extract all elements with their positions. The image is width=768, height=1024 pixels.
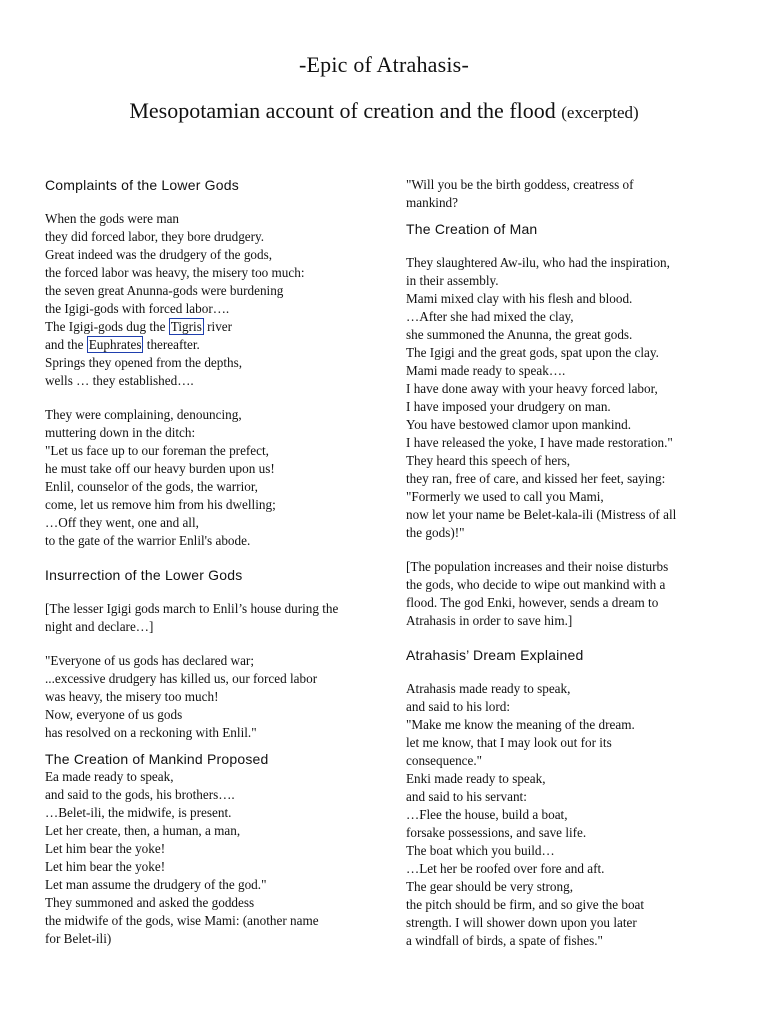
- verse-line: Great indeed was the drudgery of the gods,: [45, 247, 273, 262]
- verse-line: she summoned the Anunna, the great gods.: [406, 327, 633, 342]
- insurrection-stanza: [45, 652, 367, 742]
- verse-line: …After she had mixed the clay,: [406, 309, 574, 324]
- verse-line: flood. The god Enki, however, sends a dream to: [406, 595, 659, 610]
- verse-line-tigris: [45, 318, 367, 336]
- verse-line: Let her create, then, a human, a man,: [45, 823, 241, 838]
- verse-line: Let him bear the yoke!: [45, 841, 166, 856]
- verse-line: …Flee the house, build a boat,: [406, 807, 568, 822]
- verse-line: a windfall of birds, a spate of fishes.": [406, 933, 603, 948]
- verse-line: The Igigi and the great gods, spat upon the clay.: [406, 345, 659, 360]
- verse-line: the midwife of the gods, wise Mami: (another name: [45, 913, 319, 928]
- verse-line: …Let her be roofed over fore and aft.: [406, 861, 605, 876]
- verse-line: he must take off our heavy burden upon us!: [45, 461, 275, 476]
- verse-line: Ea made ready to speak,: [45, 769, 174, 784]
- verse-line: has resolved on a reckoning with Enlil.": [45, 725, 257, 740]
- verse-line: Now, everyone of us gods: [45, 707, 183, 722]
- subtitle-main: Mesopotamian account of creation and the flood: [129, 98, 556, 123]
- verse-line: …Off they went, one and all,: [45, 515, 199, 530]
- verse-line: the Igigi-gods with forced labor….: [45, 301, 230, 316]
- verse-line: and said to the gods, his brothers….: [45, 787, 235, 802]
- verse-line: Let him bear the yoke!: [45, 859, 166, 874]
- verse-line: "Everyone of us gods has declared war;: [45, 653, 254, 668]
- verse-line: mankind?: [406, 195, 459, 210]
- verse-line: "Make me know the meaning of the dream.: [406, 717, 635, 732]
- verse-line: They slaughtered Aw-ilu, who had the inspiration,: [406, 255, 670, 270]
- verse-fragment: thereafter.: [143, 337, 200, 352]
- verse-line: consequence.": [406, 753, 483, 768]
- verse-line: Mami mixed clay with his flesh and blood.: [406, 291, 633, 306]
- heading-creation-proposed: The Creation of Mankind Proposed: [45, 751, 269, 767]
- document-subtitle: [0, 98, 768, 124]
- verse-line: now let your name be Belet-kala-ili (Mistress of all: [406, 507, 677, 522]
- creation-of-man-stanza: [406, 254, 724, 542]
- verse-line: was heavy, the misery too much!: [45, 689, 219, 704]
- complaints-stanza-2: [45, 406, 367, 550]
- verse-line: "Let us face up to our foreman the prefect,: [45, 443, 269, 458]
- verse-line: they did forced labor, they bore drudgery.: [45, 229, 265, 244]
- verse-line: Enlil, counselor of the gods, the warrior,: [45, 479, 258, 494]
- verse-line: …Belet-ili, the midwife, is present.: [45, 805, 232, 820]
- highlight-euphrates: Euphrates: [88, 337, 142, 352]
- verse-line: The boat which you build…: [406, 843, 555, 858]
- verse-line: I have released the yoke, I have made restoration.": [406, 435, 673, 450]
- verse-line: in their assembly.: [406, 273, 499, 288]
- verse-line: and said to his lord:: [406, 699, 511, 714]
- complaints-stanza-1: [45, 210, 367, 390]
- verse-line-euphrates: [45, 336, 367, 354]
- creation-proposed-stanza: [45, 768, 367, 948]
- right-intro: [406, 176, 724, 212]
- insurrection-note: [The lesser Igigi gods march to Enlil’s house during the night and declare…]: [45, 601, 339, 634]
- verse-line: muttering down in the ditch:: [45, 425, 196, 440]
- verse-line: Enki made ready to speak,: [406, 771, 546, 786]
- verse-line: They were complaining, denouncing,: [45, 407, 242, 422]
- verse-line: the gods)!": [406, 525, 465, 540]
- verse-line: they ran, free of care, and kissed her feet, saying:: [406, 471, 666, 486]
- heading-insurrection: Insurrection of the Lower Gods: [45, 567, 243, 583]
- heading-creation-of-man: The Creation of Man: [406, 221, 538, 237]
- verse-line: strength. I will shower down upon you later: [406, 915, 637, 930]
- left-column: [45, 176, 367, 948]
- verse-line: They heard this speech of hers,: [406, 453, 571, 468]
- subtitle-note: (excerpted): [561, 103, 639, 122]
- verse-line: forsake possessions, and save life.: [406, 825, 587, 840]
- verse-fragment: river: [203, 319, 233, 334]
- verse-line: Atrahasis made ready to speak,: [406, 681, 571, 696]
- verse-line: the gods, who decide to wipe out mankind with a: [406, 577, 666, 592]
- highlight-tigris: Tigris: [170, 319, 202, 334]
- verse-line: They summoned and asked the goddess: [45, 895, 255, 910]
- verse-line: and said to his servant:: [406, 789, 527, 804]
- verse-line: Mami made ready to speak….: [406, 363, 566, 378]
- verse-line: the seven great Anunna-gods were burdening: [45, 283, 284, 298]
- verse-line: let me know, that I may look out for its: [406, 735, 612, 750]
- verse-line: the forced labor was heavy, the misery too much:: [45, 265, 305, 280]
- verse-line: "Will you be the birth goddess, creatress of: [406, 177, 634, 192]
- verse-fragment: The Igigi-gods dug the: [45, 319, 169, 334]
- verse-line: I have done away with your heavy forced labor,: [406, 381, 658, 396]
- verse-line: the pitch should be firm, and so give the boat: [406, 897, 645, 912]
- verse-line: to the gate of the warrior Enlil's abode.: [45, 533, 251, 548]
- right-column: [406, 176, 724, 950]
- heading-dream-explained: Atrahasis’ Dream Explained: [406, 647, 584, 663]
- verse-line: When the gods were man: [45, 211, 180, 226]
- verse-line: come, let us remove him from his dwelling;: [45, 497, 276, 512]
- verse-line: for Belet-ili): [45, 931, 112, 946]
- verse-fragment: and the: [45, 337, 87, 352]
- verse-line: ...excessive drudgery has killed us, our forced labor: [45, 671, 318, 686]
- verse-line: Springs they opened from the depths,: [45, 355, 243, 370]
- verse-line: The gear should be very strong,: [406, 879, 573, 894]
- verse-line: [The population increases and their noise disturbs: [406, 559, 669, 574]
- verse-line: I have imposed your drudgery on man.: [406, 399, 611, 414]
- document-title: -Epic of Atrahasis-: [299, 52, 469, 77]
- verse-line: wells … they established….: [45, 373, 194, 388]
- verse-line: Atrahasis in order to save him.]: [406, 613, 573, 628]
- verse-line: "Formerly we used to call you Mami,: [406, 489, 604, 504]
- dream-stanza: [406, 680, 724, 950]
- heading-complaints: Complaints of the Lower Gods: [45, 177, 239, 193]
- population-note: [406, 558, 724, 630]
- verse-line: Let man assume the drudgery of the god.": [45, 877, 267, 892]
- verse-line: You have bestowed clamor upon mankind.: [406, 417, 632, 432]
